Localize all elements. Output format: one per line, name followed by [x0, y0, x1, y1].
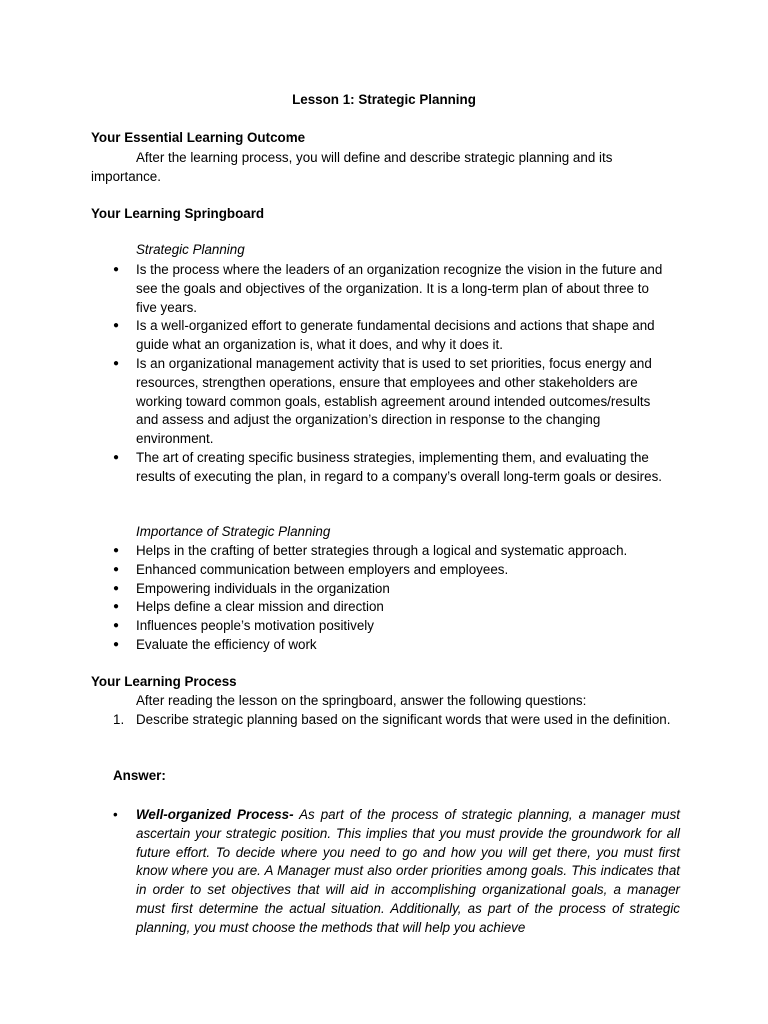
- list-item: ● Evaluate the efficiency of work: [113, 636, 673, 655]
- process-lead: After reading the lesson on the springboard, answer the following questions:: [136, 693, 587, 708]
- list-item: ● Is the process where the leaders of an organization recognize the vision in the future and see the goals and objectives of the organization. It is a long-term plan of about three to five years.: [113, 262, 663, 315]
- answer-paragraph: [113, 806, 680, 938]
- list-item: ● Helps in the crafting of better strategies through a logical and systematic approach.: [113, 542, 673, 561]
- bullet-icon: •: [113, 807, 118, 822]
- question-number: 1.: [113, 712, 125, 727]
- springboard-heading: Your Learning Springboard: [91, 206, 265, 221]
- bullet-icon: ●: [113, 563, 120, 575]
- outcome-heading: Your Essential Learning Outcome: [91, 130, 306, 145]
- list-item: ● The art of creating specific business strategies, implementing them, and evaluating the results of executing the plan, in regard to a company’s overall long-term goals or desires.: [113, 449, 662, 484]
- outcome-text: After the learning process, you will define and describe strategic planning and its importance.: [91, 150, 613, 184]
- list-item: ● Enhanced communication between employers and employees.: [113, 561, 673, 580]
- importance-subheading: Importance of Strategic Planning: [136, 524, 331, 539]
- answer-term: Well-organized Process-: [136, 807, 294, 822]
- list-item: ● Is an organizational management activity that is used to set priorities, focus energy and resources, strengthen operations, ensure that employees and other stakeholders are working toward common goals, establish agreement around intended outcomes/results and assess and adjust the organization’s direction in response to the changing environment.: [113, 355, 652, 447]
- bullet-icon: ●: [113, 601, 120, 613]
- lesson-title: Lesson 1: Strategic Planning: [292, 92, 476, 107]
- list-item: ● Is a well-organized effort to generate fundamental decisions and actions that shape and guide what an organization is, what it does, and why it does it.: [113, 318, 655, 353]
- list-item: ● Helps define a clear mission and direction: [113, 598, 673, 617]
- list-item: [113, 711, 673, 730]
- outcome-paragraph: [91, 149, 636, 187]
- list-item: ● Influences people’s motivation positively: [113, 617, 673, 636]
- list-item: ● Empowering individuals in the organization: [113, 580, 673, 599]
- questions-list: [113, 711, 673, 730]
- bullet-icon: ●: [113, 620, 120, 632]
- bullet-icon: ●: [113, 545, 120, 556]
- strategic-planning-subheading: Strategic Planning: [136, 242, 245, 257]
- process-heading: Your Learning Process: [91, 674, 237, 689]
- bullet-icon: ●: [113, 320, 120, 332]
- importance-list: [113, 542, 673, 655]
- bullet-icon: ●: [113, 264, 120, 275]
- answer-text: As part of the process of strategic planning, a manager must ascertain your strategic position. This implies that you must provide the groundwork for all future effort. To decide where you need to go and how you will get there, you must first know where you are. A Manager must also order priorities among goals. This indicates that in order to set objectives that will aid in accomplishing organizational goals, a manager must first determine the actual situation. Additionally, as part of the process of strategic planning, you must choose the methods that will help you achieve: [136, 807, 680, 935]
- bullet-icon: ●: [113, 582, 120, 594]
- bullet-icon: ●: [113, 451, 120, 463]
- bullet-icon: ●: [113, 638, 120, 650]
- answer-label: Answer:: [113, 768, 166, 783]
- question-text: Describe strategic planning based on the significant words that were used in the definition.: [136, 712, 671, 727]
- bullet-icon: ●: [113, 357, 120, 369]
- strategic-planning-list: [113, 261, 673, 487]
